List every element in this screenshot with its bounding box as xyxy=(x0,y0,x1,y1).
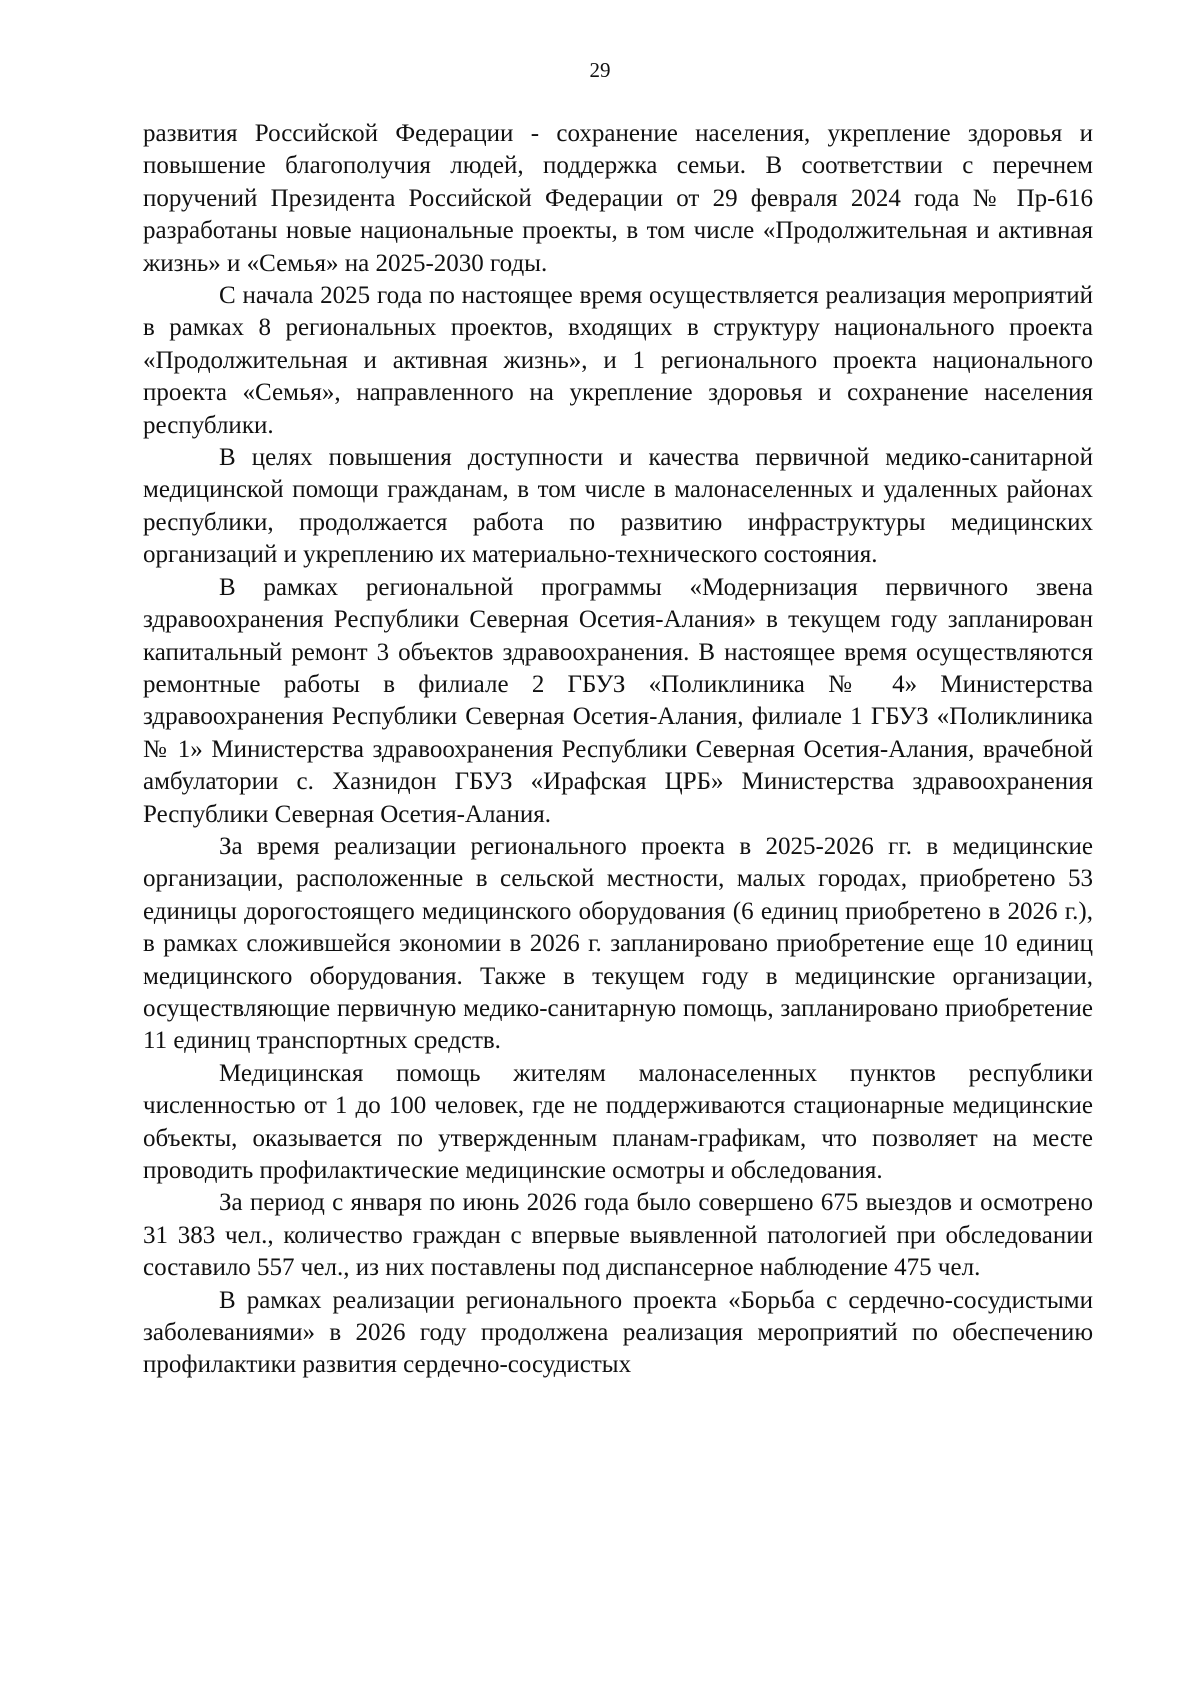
page-number: 29 xyxy=(589,58,611,82)
paragraph-cardiovascular-project: В рамках реализации регионального проекта «Борьба с сердечно-сосудистыми заболеваниями» в 2026 году продолжена реализация мероприятий по обеспечению профилактики развития сердечно-сосудистых xyxy=(143,1286,1093,1379)
paragraph-continuation: развития Российской Федерации - сохранение населения, укрепление здоровья и повышение благополучия людей, поддержка семьи. В соответствии с перечнем поручений Президента Российской Федерации от 29 февраля 2024 года № Пр-616 разработаны новые национальные проекты, в том числе «Продолжительная и активная жизнь» и «Семья» на 2025-2030 годы. xyxy=(143,120,1093,277)
document-body xyxy=(143,118,1093,1382)
paragraph-equipment-purchase: За время реализации регионального проекта в 2025-2026 гг. в медицинские организации, расположенные в сельской местности, малых городах, приобретено 53 единицы дорогостоящего медицинского оборудования (6 единиц приобретено в 2026 г.), в рамках сложившейся экономии в 2026 г. запланировано приобретение еще 10 единиц медицинского оборудования. Также в текущем году в медицинские организации, осуществляющие первичную медико-санитарную помощь, запланировано приобретение 11 единиц транспортных средств. xyxy=(143,832,1093,1055)
paragraph-regional-projects: С начала 2025 года по настоящее время осуществляется реализация мероприятий в рамках 8 региональных проектов, входящих в структуру национального проекта «Продолжительная и активная жизнь», и 1 регионального проекта национального проекта «Семья», направленного на укрепление здоровья и сохранение населения республики. xyxy=(143,282,1093,439)
paragraph-primary-care-access: В целях повышения доступности и качества первичной медико-санитарной медицинской помощи гражданам, в том числе в малонаселенных и удаленных районах республики, продолжается работа по развитию инфраструктуры медицинских организаций и укреплению их материально-технического состояния. xyxy=(143,444,1093,569)
paragraph-field-visits: За период с января по июнь 2026 года было совершено 675 выездов и осмотрено 31 383 чел., количество граждан с впервые выявленной патологией при обследовании составило 557 чел., из них поставлены под диспансерное наблюдение 475 чел. xyxy=(143,1189,1093,1282)
paragraph-modernization-program: В рамках региональной программы «Модернизация первичного звена здравоохранения Республики Северная Осетия-Алания» в текущем году запланирован капитальный ремонт 3 объектов здравоохранения. В настоящее время осуществляются ремонтные работы в филиале 2 ГБУЗ «Поликлиника № 4» Министерства здравоохранения Республики Северная Осетия-Алания, филиале 1 ГБУЗ «Поликлиника № 1» Министерства здравоохранения Республики Северная Осетия-Алания, врачебной амбулатории с. Хазнидон ГБУЗ «Ирафская ЦРБ» Министерства здравоохранения Республики Северная Осетия-Алания. xyxy=(143,573,1093,828)
paragraph-remote-settlements: Медицинская помощь жителям малонаселенных пунктов республики численностью от 1 до 100 человек, где не поддерживаются стационарные медицинские объекты, оказывается по утвержденным планам-графикам, что позволяет на месте проводить профилактические медицинские осмотры и обследования. xyxy=(143,1059,1093,1184)
